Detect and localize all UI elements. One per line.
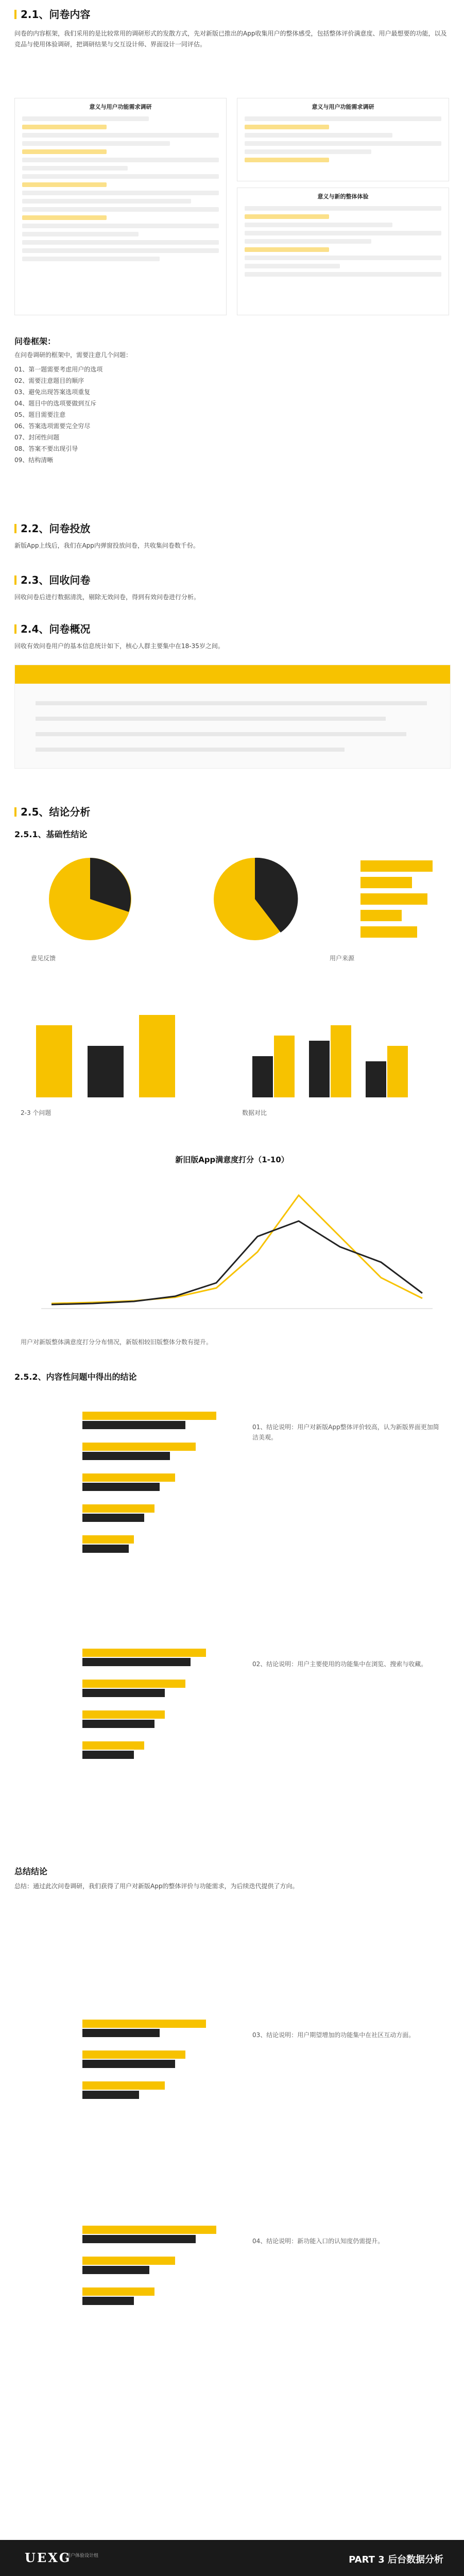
pie-chart-2 [196, 850, 314, 948]
list-item: 09、结构清晰 [14, 456, 54, 464]
hbar-chart-4 [21, 2215, 237, 2391]
pie-caption: 用户来源 [330, 955, 355, 962]
intro-paragraph: 问卷的内容框架，我们采用的是比较常用的调研形式的发散方式，先对新版已推出的App收集用户的整体感受，包括整体评价满意度、用户最想要的功能，以及竞品与使用体验调研，把调研结果与交互设计师、界面设计一同评估。 [14, 30, 447, 48]
line-chart-title: 新旧版App满意度打分（1-10） [175, 1155, 289, 1164]
brand-subtitle: 用户体验设计组 [66, 2553, 99, 2558]
list-item: 08、答案不要出现引导 [14, 445, 78, 452]
pie-chart-1 [31, 850, 149, 948]
list-item: 03、避免出现答案选项重复 [14, 388, 91, 396]
card-title: 意义与用户功能需求调研 [89, 104, 152, 110]
summary-text: 总结：通过此次问卷调研，我们获得了用户对新版App的整体评价与功能需求，为后续迭代提供了方向。 [14, 1883, 299, 1890]
section-text: 回收有效问卷用户的基本信息统计如下，核心人群主要集中在18-35岁之间。 [14, 642, 224, 650]
list-item: 02、需要注意题目的顺序 [14, 377, 84, 384]
structure-heading: 问卷框架： [14, 336, 56, 346]
list-item: 04、题目中的选项要做到互斥 [14, 400, 97, 407]
conclusion-caption: 04、结论说明：新功能入口的认知度仍需提升。 [252, 2238, 384, 2245]
title-bar-icon [14, 10, 16, 19]
section-text: 新版App上线后，我们在App内弹窗投放问卷，共收集问卷数千份。 [14, 542, 199, 549]
section-title-2-5: 2.5、结论分析 [14, 804, 450, 819]
section-title-2-1 [14, 6, 450, 21]
hbar-chart-2 [21, 1638, 237, 1834]
hbar-chart-1 [21, 1401, 237, 1597]
hbar-chart-3 [21, 2009, 237, 2184]
bar-chart-2 [242, 994, 448, 1103]
questionnaire-card-2 [237, 98, 449, 181]
section-title-2-2: 2.2、问卷投放 [14, 520, 450, 535]
conclusion-caption: 02、结论说明：用户主要使用的功能集中在浏览、搜索与收藏。 [252, 1660, 427, 1668]
conclusion-caption: 03、结论说明：用户期望增加的功能集中在社区互动方面。 [252, 2031, 415, 2039]
conclusion-caption: 01、结论说明：用户对新版App整体评价较高，认为新版界面更加简洁美观。 [252, 1423, 439, 1441]
summary-heading: 总结结论 [14, 1867, 48, 1876]
line-caption: 用户对新版整体满意度打分分布情况，新版相较旧版整体分数有提升。 [21, 1338, 213, 1346]
card-title: 意义与新的整体体验 [317, 193, 369, 200]
bar-caption: 2-3 个问题 [21, 1109, 51, 1116]
subsection-title-2-5-2: 2.5.2、内容性问题中得出的结论 [14, 1372, 137, 1382]
part-banner [0, 2540, 464, 2576]
brand-logo: UEXG [25, 2550, 72, 2565]
subsection-title-2-5-1: 2.5.1、基础性结论 [14, 829, 88, 839]
list-item: 05、题目需要注意 [14, 411, 66, 418]
structure-intro: 在问卷调研的框架中，需要注意几个问题： [14, 351, 132, 359]
section-title-text: 2.1、问卷内容 [21, 8, 91, 21]
questionnaire-card-1 [14, 98, 227, 315]
vertical-bars [350, 845, 443, 948]
list-item: 01、第一题需要考虑用户的选项 [14, 366, 103, 373]
section-text: 回收问卷后进行数据清洗，剔除无效问卷，得到有效问卷进行分析。 [14, 594, 200, 601]
section-title-2-4: 2.4、问卷概况 [14, 621, 450, 636]
list-item: 07、封闭性问题 [14, 434, 60, 441]
line-chart [21, 1175, 443, 1329]
card-title: 意义与用户功能需求调研 [312, 104, 374, 110]
section-title-2-3: 2.3、回收问卷 [14, 572, 450, 587]
list-item: 06、答案选项需要完全穷尽 [14, 422, 91, 430]
questionnaire-card-3 [237, 188, 449, 315]
bar-chart-1 [21, 994, 216, 1103]
bar-caption: 数据对比 [242, 1109, 267, 1116]
table-header-bar [15, 665, 450, 684]
overview-table [14, 665, 451, 769]
part-label: PART 3 后台数据分析 [349, 2554, 443, 2565]
structure-list [14, 364, 450, 466]
pie-caption: 意见反馈 [31, 955, 56, 962]
